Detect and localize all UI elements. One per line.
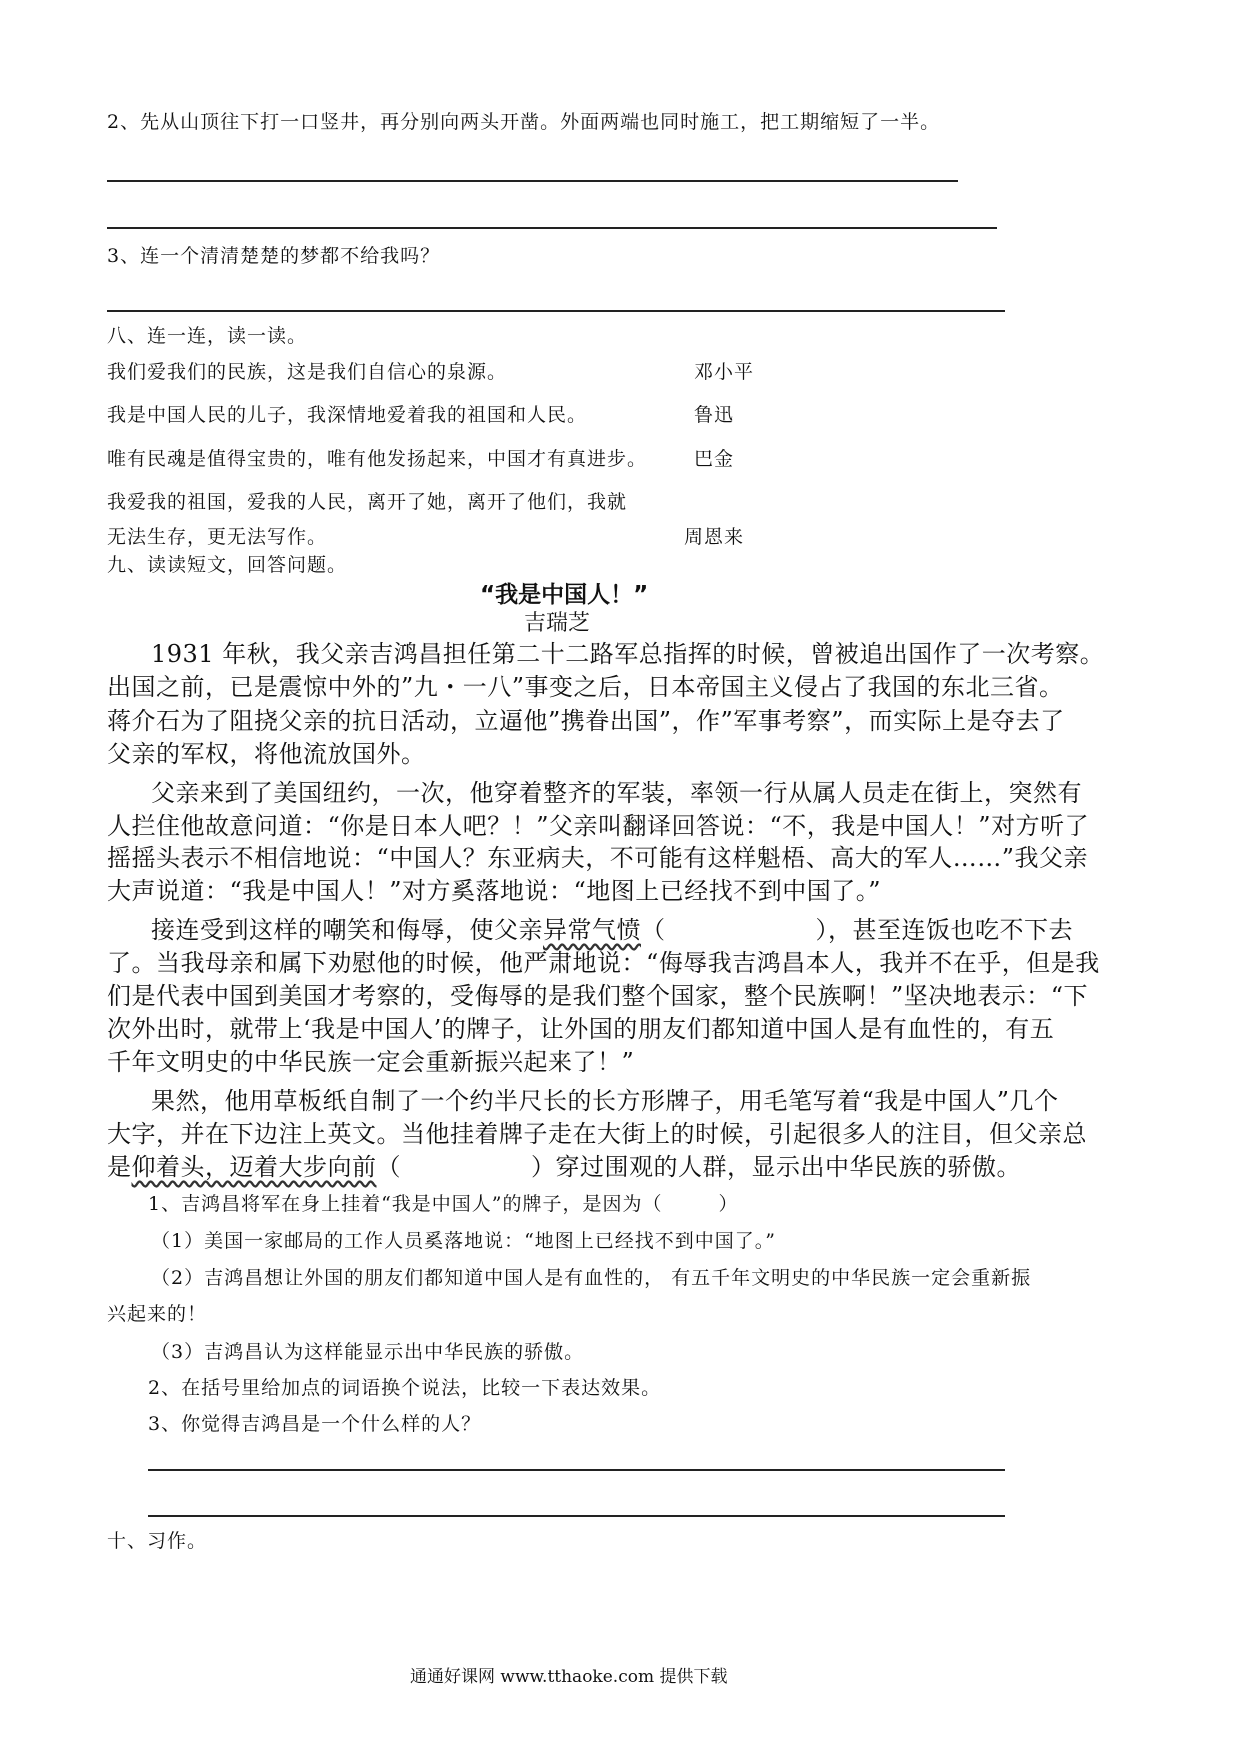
passage-line: 们是代表中国到美国才考察的，受侮辱的是我们整个国家，整个民族啊！”坚决地表示：“下 (107, 982, 1089, 1010)
passage-title: “我是中国人！” (480, 582, 649, 608)
q8-heading: 八、连一连，读一读。 (107, 325, 308, 347)
passage-line: 父亲来到了美国纽约，一次，他穿着整齐的军装，率领一行从属人员走在街上，突然有 (151, 779, 1082, 807)
q8-author-3: 巴金 (694, 448, 735, 470)
answer-line (148, 1515, 1005, 1517)
passage-text: ）穿过围观的人群，显示出中华民族的骄傲。 (531, 1153, 1021, 1181)
option-1: （1）美国一家邮局的工作人员奚落地说：“地图上已经找不到中国了。” (151, 1230, 777, 1252)
passage-line: 摇摇头表示不相信地说：“中国人？东亚病夫，不可能有这样魁梧、高大的军人……”我父亲 (107, 844, 1089, 872)
paren-open: （ (376, 1153, 401, 1181)
answer-line (107, 227, 997, 229)
passage-text: ），甚至连饭也吃不下去 (815, 916, 1073, 944)
passage-line: 人拦住他故意问道：“你是日本人吧？！”父亲叫翻译回答说：“不，我是中国人！”对方听了 (107, 812, 1090, 840)
option-2-cont: 兴起来的！ (107, 1303, 208, 1325)
marked-phrase: 仰着头，迈着大步向前 (131, 1153, 377, 1181)
passage-line: 大声说道：“我是中国人！”对方奚落地说：“地图上已经找不到中国了。” (107, 877, 882, 905)
question-2: 2、在括号里给加点的词语换个说法，比较一下表达效果。 (148, 1377, 662, 1399)
passage-text: 是 (107, 1153, 132, 1181)
passage-line: 大字，并在下边注上英文。当他挂着牌子走在大街上的时候，引起很多人的注目，但父亲总 (107, 1120, 1087, 1148)
passage-text: 接连受到这样的嘲笑和侮辱，使父亲 (151, 916, 543, 944)
q8-quote-3: 唯有民魂是值得宝贵的，唯有他发扬起来，中国才有真进步。 (107, 448, 648, 470)
q7-sentence-3: 3、连一个清清楚楚的梦都不给我吗？ (107, 245, 441, 267)
passage-line: 果然，他用草板纸自制了一个约半尺长的长方形牌子，用毛笔写着“我是中国人”几个 (151, 1087, 1059, 1115)
answer-line (107, 310, 1005, 312)
marked-word: 异常气愤 (543, 916, 641, 944)
passage-line: 千年文明史的中华民族一定会重新振兴起来了！” (107, 1048, 635, 1076)
q8-quote-1: 我们爱我们的民族，这是我们自信心的泉源。 (107, 361, 508, 383)
passage-line: 蒋介石为了阻挠父亲的抗日活动，立逼他”携眷出国”，作”军事考察”，而实际上是夺去了 (107, 707, 1065, 735)
passage-line: 1931 年秋，我父亲吉鸿昌担任第二十二路军总指挥的时候，曾被追出国作了一次考察。 (151, 640, 1105, 668)
passage-author: 吉瑞芝 (524, 611, 591, 636)
answer-line (107, 180, 958, 182)
q8-author-4: 周恩来 (684, 526, 745, 548)
q10-heading: 十、习作。 (107, 1530, 208, 1552)
passage-line: 了。当我母亲和属下劝慰他的时候，他严肃地说：“侮辱我吉鸿昌本人，我并不在乎，但是我 (107, 949, 1100, 977)
option-2: （2）吉鸿昌想让外国的朋友们都知道中国人是有血性的， 有五千年文明史的中华民族一定会重新振 (151, 1267, 1032, 1289)
paren-open: （ (641, 916, 666, 944)
option-3: （3）吉鸿昌认为这样能显示出中华民族的骄傲。 (151, 1341, 585, 1363)
q8-quote-2: 我是中国人民的儿子，我深情地爱着我的祖国和人民。 (107, 404, 588, 426)
footer-text: 通通好课网 www.tthaoke.com 提供下载 (410, 1667, 728, 1687)
passage-line: 次外出时，就带上‘我是中国人’的牌子，让外国的朋友们都知道中国人是有血性的，有五 (107, 1015, 1055, 1043)
passage-line: 父亲的军权，将他流放国外。 (107, 740, 426, 768)
passage-line-with-blank (151, 910, 1073, 945)
answer-line (148, 1469, 1005, 1471)
q8-quote-4b: 无法生存，更无法写作。 (107, 526, 328, 548)
q9-heading: 九、读读短文，回答问题。 (107, 554, 348, 576)
q7-sentence-2: 2、先从山顶往下打一口竖井，再分别向两头开凿。外面两端也同时施工，把工期缩短了一半。 (107, 111, 941, 133)
q8-author-2: 鲁迅 (694, 404, 735, 426)
q8-author-1: 邓小平 (694, 361, 755, 383)
question-3: 3、你觉得吉鸿昌是一个什么样的人？ (148, 1413, 482, 1435)
q8-quote-4a: 我爱我的祖国，爱我的人民，离开了她，离开了他们，我就 (107, 491, 628, 513)
question-1: 1、吉鸿昌将军在身上挂着“我是中国人”的牌子，是因为（ ） (148, 1193, 739, 1215)
passage-line: 出国之前，已是震惊中外的”九・一八”事变之后，日本帝国主义侵占了我国的东北三省。 (107, 673, 1064, 701)
passage-line-with-blank (107, 1147, 1021, 1182)
